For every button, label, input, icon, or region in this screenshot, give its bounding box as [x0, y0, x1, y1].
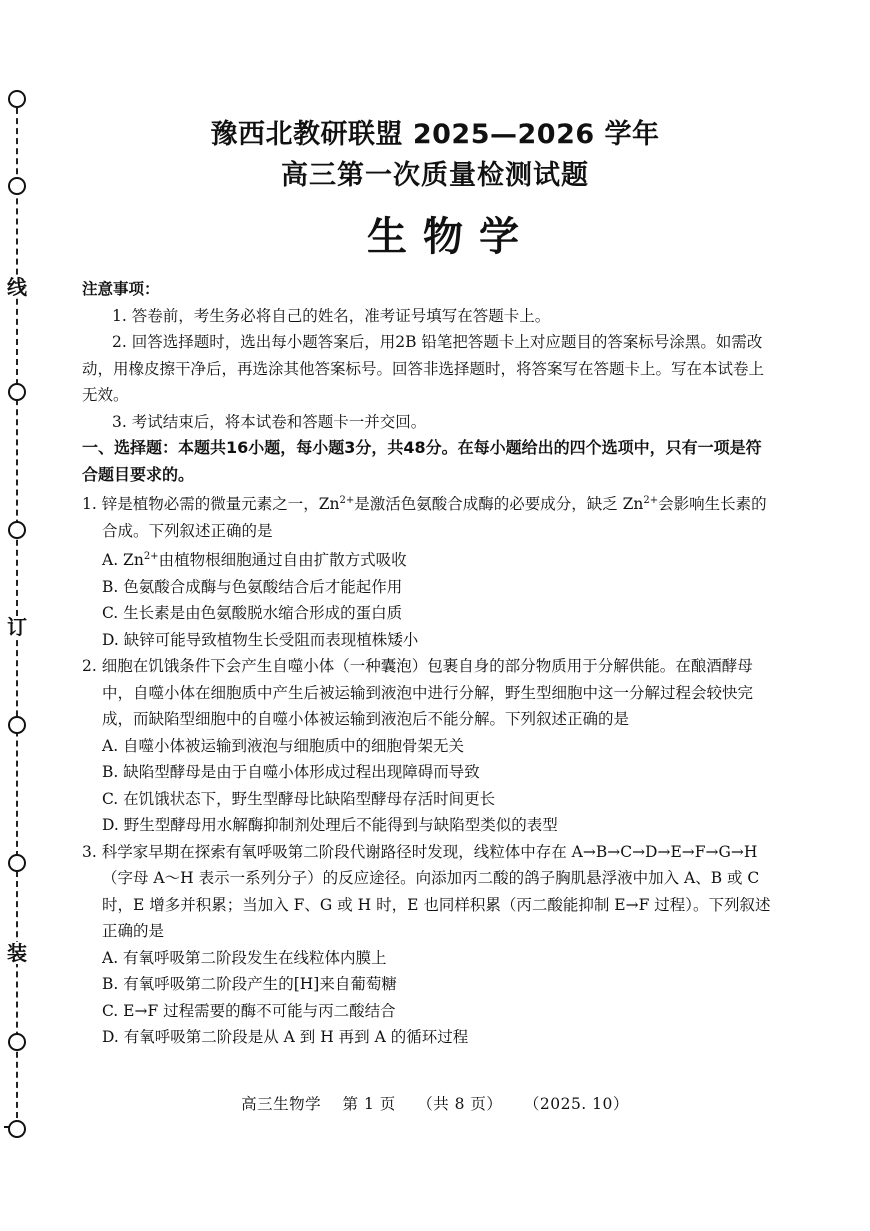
margin-circle: [8, 716, 26, 734]
section-heading: 一、选择题：本题共16小题，每小题3分，共48分。在每小题给出的四个选项中，只有一项是符合题目要求的。: [82, 438, 762, 484]
margin-circle: [8, 1033, 26, 1051]
page-footer: [0, 1092, 870, 1114]
margin-circle: [8, 521, 26, 539]
exam-title-line2: 高三第一次质量检测试题: [281, 160, 589, 191]
margin-circle: [8, 383, 26, 401]
question-3-option-a: A. 有氧呼吸第二阶段发生在线粒体内膜上: [102, 948, 387, 967]
footer-date: （2025. 10）: [523, 1095, 629, 1113]
question-1-option-a: A. $Zn^{2+}$由植物根细胞通过自由扩散方式吸收: [102, 551, 407, 570]
margin-circle: [8, 1120, 26, 1138]
question-3-option-b: B. 有氧呼吸第二阶段产生的[H]来自葡萄糖: [102, 975, 397, 994]
question-1-option-b: B. 色氨酸合成酶与色氨酸结合后才能起作用: [102, 577, 403, 596]
footer-page-number: 第 1 页: [342, 1095, 396, 1113]
exam-title-line1: 豫西北教研联盟 2025—2026 学年: [210, 119, 660, 150]
question-3-stem: 3. 科学家早期在探索有氧呼吸第二阶段代谢路径时发现，线粒体中存在 A→B→C→D→E→F→G→H（字母 A～H 表示一系列分子）的反应途径。向添加丙二酸的鸽子胸肌悬浮液中加入 A、B 或 C 时，E 增多并积累；当加入 F、G 或 H 时，E 也同样积累（丙二酸能抑制 E→F 过程）。下列叙述正确的是: [82, 842, 771, 941]
question-2-option-c: C. 在饥饿状态下，野生型酵母比缺陷型酵母存活时间更长: [102, 789, 496, 808]
margin-label-bind: 订: [7, 615, 27, 639]
exam-content: [82, 276, 772, 1051]
margin-circle: [8, 854, 26, 872]
question-1-stem: 1. 锌是植物必需的微量元素之一，$Zn^{2+}$是激活色氨酸合成酶的必要成分，缺乏 $Zn^{2+}$会影响生长素的合成。下列叙述正确的是: [82, 495, 767, 540]
question-3-option-c: C. E→F 过程需要的酶不可能与丙二酸结合: [102, 1001, 396, 1020]
notice-item: 2. 回答选择题时，选出每小题答案后，用2B 铅笔把答题卡上对应题目的答案标号涂黑。如需改动，用橡皮擦干净后，再选涂其他答案标号。回答非选择题时，将答案写在答题卡上。写在本试卷上无效。: [82, 333, 765, 404]
question-3-option-d: D. 有氧呼吸第二阶段是从 A 到 H 再到 A 的循环过程: [102, 1028, 469, 1047]
question-1-option-d: D. 缺锌可能导致植物生长受阻而表现植株矮小: [102, 630, 419, 649]
question-2-option-d: D. 野生型酵母用水解酶抑制剂处理后不能得到与缺陷型类似的表型: [102, 816, 558, 835]
footer-course: 高三生物学: [241, 1095, 322, 1113]
question-2-stem: 2. 细胞在饥饿条件下会产生自噬小体（一种囊泡）包裹自身的部分物质用于分解供能。在酿酒酵母中，自噬小体在细胞质中产生后被运输到液泡中进行分解，野生型细胞中这一分解过程会较快完成，而缺陷型细胞中的自噬小体被运输到液泡后不能分解。下列叙述正确的是: [82, 657, 754, 729]
notice-title: 注意事项：: [82, 280, 160, 298]
question-2-option-a: A. 自噬小体被运输到液泡与细胞质中的细胞骨架无关: [102, 736, 465, 755]
margin-label-staple: 装: [7, 941, 27, 965]
subject-title: 生物学: [367, 213, 535, 260]
question-2-option-b: B. 缺陷型酵母是由于自噬小体形成过程出现障碍而导致: [102, 763, 480, 782]
margin-circle: [8, 90, 26, 108]
question-1-option-c: C. 生长素是由色氨酸脱水缩合形成的蛋白质: [102, 604, 403, 623]
notice-item: 1. 答卷前，考生务必将自己的姓名，准考证号填写在答题卡上。: [112, 306, 551, 325]
notice-item: 3. 考试结束后，将本试卷和答题卡一并交回。: [112, 412, 427, 431]
margin-label-line: 线: [7, 275, 27, 299]
footer-total-pages: （共 8 页）: [417, 1095, 503, 1113]
